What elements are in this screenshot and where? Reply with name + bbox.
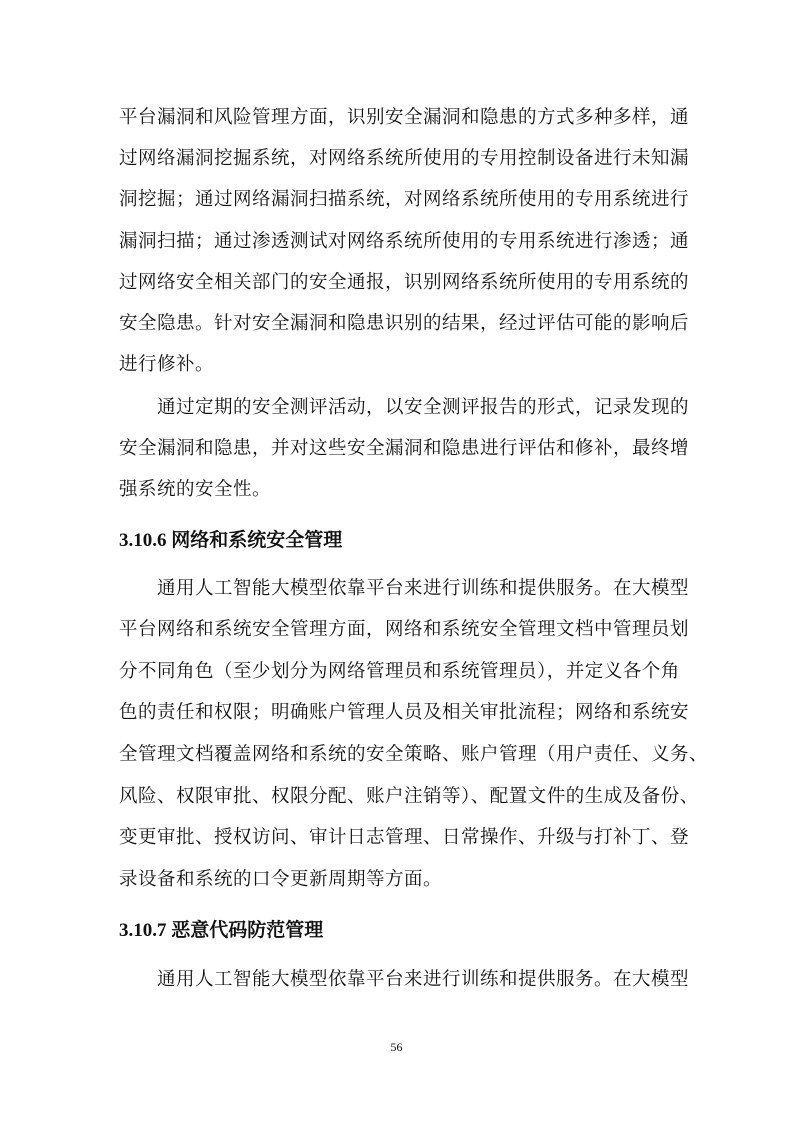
text-line: 全管理文档覆盖网络和系统的安全策略、账户管理（用户责任、义务、 (119, 745, 709, 765)
text-line: 分不同角色（至少划分为网络管理员和系统管理员），并定义各个角 (119, 662, 680, 682)
text-line: 安全隐患。针对安全漏洞和隐患识别的结果，经过评估可能的影响后 (119, 314, 690, 334)
text-line: 过网络安全相关部门的安全通报，识别网络系统所使用的专用系统的 (119, 273, 690, 293)
text-line: 过网络漏洞挖掘系统，对网络系统所使用的专用控制设备进行未知漏 (119, 149, 690, 169)
text-line: 进行修补。 (119, 355, 215, 375)
text-line: 录设备和系统的口令更新周期等方面。 (119, 870, 443, 890)
text-line: 风险、权限审批、权限分配、账户注销等）、配置文件的生成及备份、 (119, 787, 699, 807)
text-line: 色的责任和权限；明确账户管理人员及相关审批流程；网络和系统安 (119, 703, 690, 723)
text-line: 通用人工智能大模型依靠平台来进行训练和提供服务。在大模型 (157, 579, 690, 599)
page-number: 56 (390, 1040, 403, 1054)
section-heading: 3.10.6 网络和系统安全管理 (119, 530, 343, 551)
section-heading: 3.10.7 恶意代码防范管理 (119, 920, 324, 941)
text-line: 强系统的安全性。 (119, 480, 272, 500)
text-line: 洞挖掘；通过网络漏洞扫描系统，对网络系统所使用的专用系统进行 (119, 190, 690, 210)
text-line: 平台漏洞和风险管理方面，识别安全漏洞和隐患的方式多种多样，通 (119, 108, 690, 128)
text-line: 平台网络和系统安全管理方面，网络和系统安全管理文档中管理员划 (119, 620, 690, 640)
text-line: 变更审批、授权访问、审计日志管理、日常操作、升级与打补丁、登 (119, 828, 690, 848)
text-line: 通过定期的安全测评活动，以安全测评报告的形式，记录发现的 (157, 398, 690, 418)
text-line: 通用人工智能大模型依靠平台来进行训练和提供服务。在大模型 (157, 970, 690, 990)
text-line: 漏洞扫描；通过渗透测试对网络系统所使用的专用系统进行渗透；通 (119, 232, 690, 252)
text-line: 安全漏洞和隐患，并对这些安全漏洞和隐患进行评估和修补，最终增 (119, 439, 690, 459)
